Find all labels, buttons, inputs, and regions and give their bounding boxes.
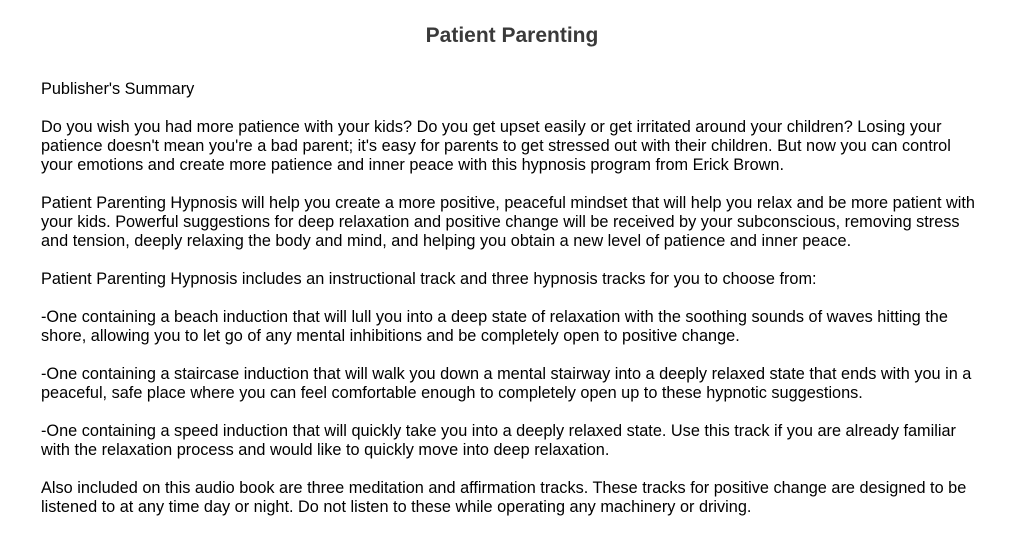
list-item-beach-induction: -One containing a beach induction that will lull you into a deep state of relaxation with the soothing sounds of waves hitting the shore, allowing you to let go of any mental inhibitions and be completely open to positive change. [41, 308, 948, 345]
list-item-speed-induction: -One containing a speed induction that will quickly take you into a deeply relaxed state. Use this track if you are already familiar with the relaxation process and would like to quickly move into deep relaxation. [41, 422, 956, 459]
paragraph-tracks-intro: Patient Parenting Hypnosis includes an instructional track and three hypnosis tracks for you to choose from: [41, 270, 817, 288]
section-heading-publishers-summary: Publisher's Summary [41, 80, 195, 98]
page-title: Patient Parenting [425, 24, 599, 47]
paragraph-description: Patient Parenting Hypnosis will help you create a more positive, peaceful mindset that will help you relax and be more patient with your kids. Powerful suggestions for deep relaxation and positive change will be received by your subconscious, removing stress and tension, deeply relaxing the body and mind, and helping you obtain a new level of patience and inner peace. [41, 194, 975, 250]
document-body [41, 80, 981, 536]
paragraph-intro: Do you wish you had more patience with your kids? Do you get upset easily or get irritated around your children? Losing your patience doesn't mean you're a bad parent; it's easy for parents to get stressed out with their children. But now you can control your emotions and create more patience and inner peace with this hypnosis program from Erick Brown. [41, 118, 951, 174]
list-item-staircase-induction: -One containing a staircase induction that will walk you down a mental stairway into a deeply relaxed state that ends with you in a peaceful, safe place where you can feel comfortable enough to completely open up to these hypnotic suggestions. [41, 365, 972, 402]
paragraph-meditation-tracks: Also included on this audio book are three meditation and affirmation tracks. These tracks for positive change are designed to be listened to at any time day or night. Do not listen to these while operating any machinery or driving. [41, 479, 967, 516]
